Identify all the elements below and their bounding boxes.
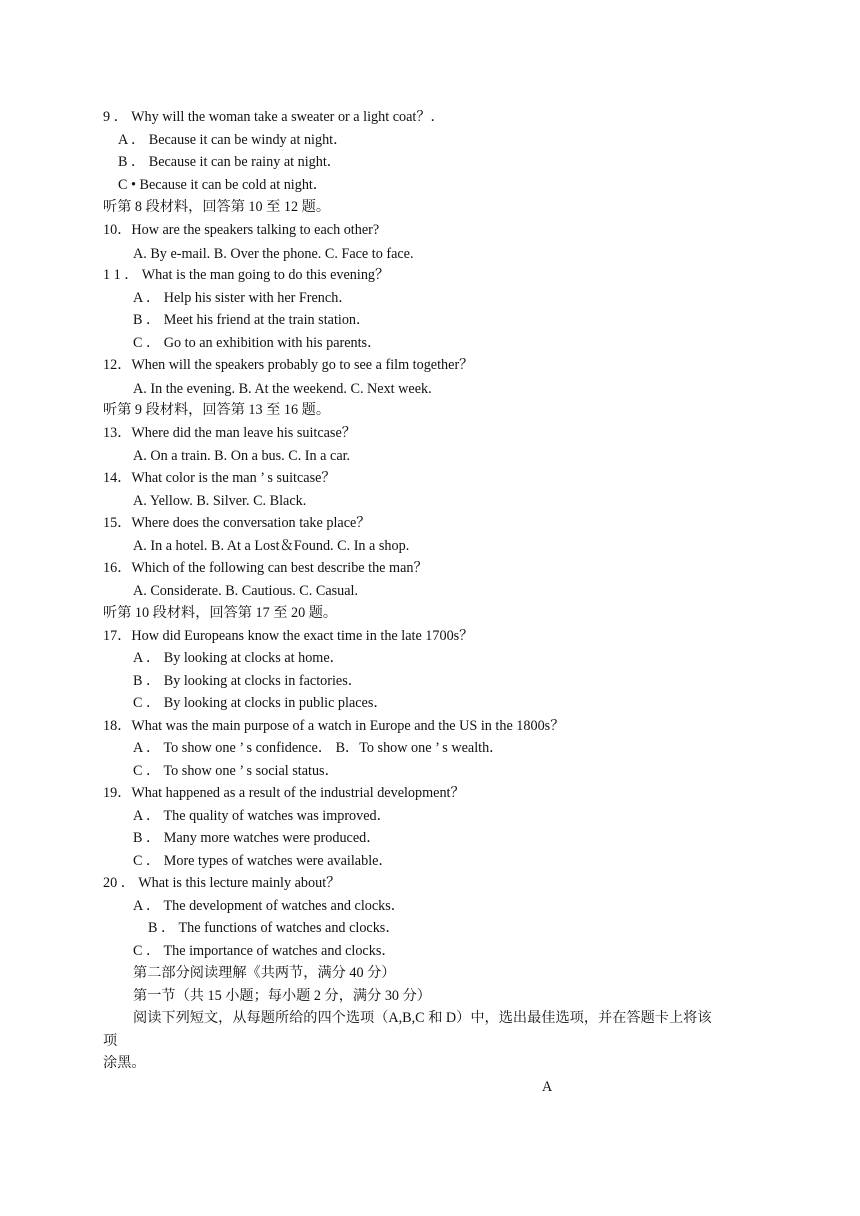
options-13: A. On a train. B. On a bus. C. In a car. <box>133 448 351 464</box>
option-9b: B ． Because it can be rainy at night． <box>118 154 341 170</box>
options-16: A. Considerate. B. Cautious. C. Casual. <box>133 583 359 599</box>
question-20: 20 ． What is this lecture mainly about？ <box>103 875 341 891</box>
instructions-line-1: 阅读下列短文，从每题所给的四个选项（A,B,C 和 D）中，选出最佳选项，并在答题卡上将该 <box>133 1010 712 1026</box>
section-heading-9: 听第 9 段材料，回答第 13 至 16 题。 <box>103 402 331 418</box>
option-19b: B ． Many more watches were produced． <box>133 830 381 846</box>
option-18c: C ． To show one ’ s social status． <box>133 763 339 779</box>
option-9a: A ． Because it can be windy at night． <box>118 132 348 148</box>
options-12: A. In the evening. B. At the weekend. C. Next week. <box>133 381 432 397</box>
instructions-line-3: 涂黑。 <box>103 1055 146 1071</box>
question-10: 10．How are the speakers talking to each other? <box>103 222 380 238</box>
part-two-heading: 第二部分阅读理解《共两节，满分 40 分） <box>133 965 396 981</box>
section-heading-8: 听第 8 段材料，回答第 10 至 12 题。 <box>103 199 331 215</box>
option-20a: A ． The development of watches and clocks． <box>133 898 405 914</box>
instructions-line-2: 项 <box>103 1033 118 1049</box>
option-19c: C ． More types of watches were available． <box>133 853 393 869</box>
question-18: 18．What was the main purpose of a watch in Europe and the US in the 1800s？ <box>103 718 565 734</box>
question-17: 17．How did Europeans know the exact time in the late 1700s？ <box>103 628 474 644</box>
option-9c: C • Because it can be cold at night． <box>118 177 328 193</box>
question-9: 9 ． Why will the woman take a sweater or a light coat？． <box>103 109 445 125</box>
section-one-heading: 第一节（共 15 小题；每小题 2 分，满分 30 分） <box>133 988 431 1004</box>
question-13: 13．Where did the man leave his suitcase？ <box>103 425 356 441</box>
question-14: 14．What color is the man ’ s suitcase？ <box>103 470 336 486</box>
question-16: 16．Which of the following can best describe the man？ <box>103 560 428 576</box>
option-20b: B ． The functions of watches and clocks． <box>148 920 400 936</box>
option-20c: C ． The importance of watches and clocks． <box>133 943 396 959</box>
section-heading-10: 听第 10 段材料，回答第 17 至 20 题。 <box>103 605 338 621</box>
passage-label: A <box>542 1079 553 1095</box>
option-17c: C ． By looking at clocks in public places． <box>133 695 388 711</box>
option-17b: B ． By looking at clocks in factories． <box>133 673 362 689</box>
options-18ab: A ． To show one ’ s confidence． B．To show one ’ s wealth． <box>133 740 504 756</box>
option-11a: A ． Help his sister with her French． <box>133 290 353 306</box>
options-14: A. Yellow. B. Silver. C. Black. <box>133 493 307 509</box>
option-11b: B ． Meet his friend at the train station． <box>133 312 371 328</box>
question-12: 12．When will the speakers probably go to see a film together？ <box>103 357 474 373</box>
question-19: 19．What happened as a result of the industrial development？ <box>103 785 465 801</box>
options-15: A. In a hotel. B. At a Lost＆Found. C. In a shop. <box>133 538 410 554</box>
question-15: 15．Where does the conversation take place？ <box>103 515 371 531</box>
question-11: 1 1 ． What is the man going to do this evening？ <box>103 267 390 283</box>
option-19a: A ． The quality of watches was improved． <box>133 808 391 824</box>
option-17a: A ． By looking at clocks at home． <box>133 650 344 666</box>
options-10: A. By e-mail. B. Over the phone. C. Face to face. <box>133 246 414 262</box>
option-11c: C ． Go to an exhibition with his parents． <box>133 335 382 351</box>
